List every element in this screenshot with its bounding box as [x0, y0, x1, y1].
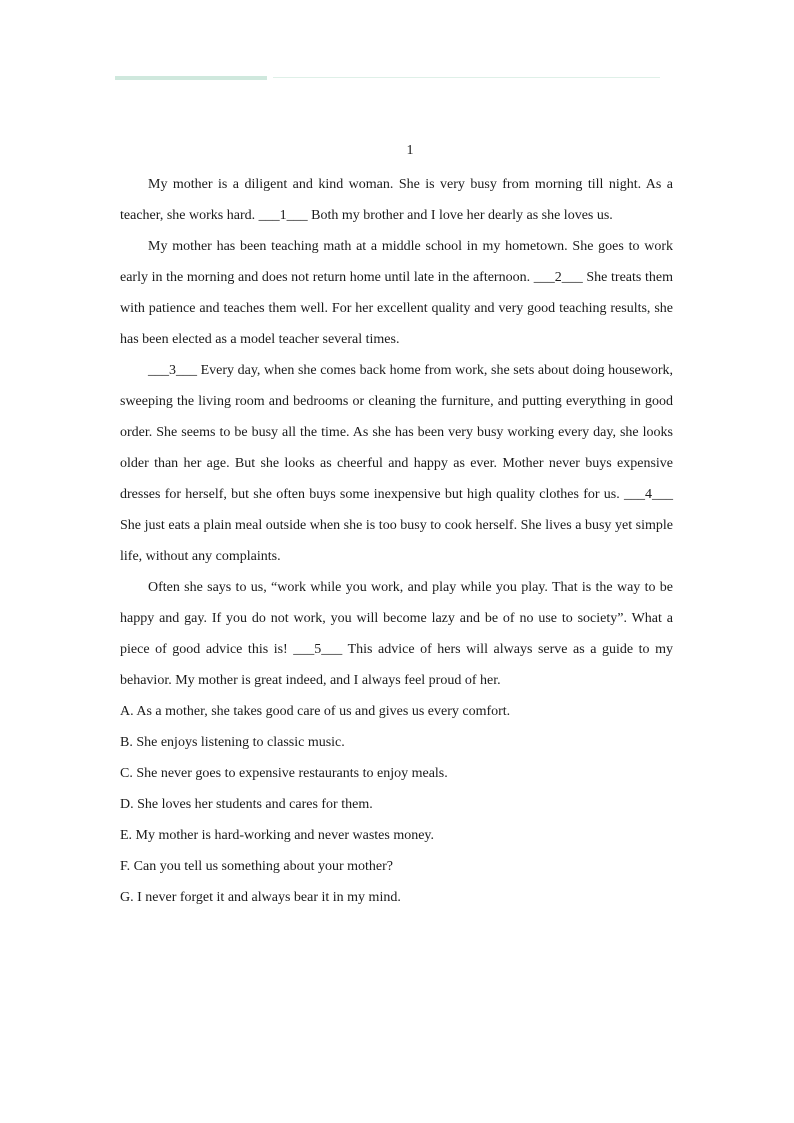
paragraph-4: Often she says to us, “work while you work, and play while you play. That is the way to be happy and gay. If you do not work, you will become lazy and be of no use to society”. What a piece of good advice this is! ___5___ This advice of hers will always serve as a guide to my behavior. My mother is great indeed, and I always feel proud of her. — [120, 580, 673, 688]
paragraph-2: My mother has been teaching math at a middle school in my hometown. She goes to work early in the morning and does not return home until late in the afternoon. ___2___ She treats them with patience and teaches them well. For her excellent quality and very good teaching results, she has been elected as a model teacher several times. — [120, 239, 673, 347]
header-decoration — [115, 76, 660, 80]
answer-options — [120, 696, 673, 913]
header-rule-thin — [273, 77, 660, 78]
paragraph-1: My mother is a diligent and kind woman. She is very busy from morning till night. As a teacher, she works hard. ___1___ Both my brother and I love her dearly as she loves us. — [120, 177, 673, 223]
header-rule-thick — [115, 76, 267, 80]
option-b: B. She enjoys listening to classic music. — [120, 735, 345, 750]
option-c: C. She never goes to expensive restaurants to enjoy meals. — [120, 766, 448, 781]
option-f: F. Can you tell us something about your mother? — [120, 859, 394, 874]
option-g: G. I never forget it and always bear it in my mind. — [120, 890, 401, 905]
paragraph-3: ___3___ Every day, when she comes back home from work, she sets about doing housework, sweeping the living room and bedrooms or cleaning the furniture, and putting everything in good order. She seems to be busy all the time. As she has been very busy working every day, she looks older than her age. But she looks as cheerful and happy as ever. Mother never buys expensive dresses for herself, but she often buys some inexpensive but high quality clothes for us. ___4___ She just eats a plain meal outside when she is too busy to cook herself. She lives a busy yet simple life, without any complaints. — [120, 363, 673, 564]
page-number: 1 — [406, 143, 414, 158]
passage — [120, 169, 673, 913]
option-d: D. She loves her students and cares for them. — [120, 797, 373, 812]
option-e: E. My mother is hard-working and never wastes money. — [120, 828, 435, 843]
option-a: A. As a mother, she takes good care of us and gives us every comfort. — [120, 704, 511, 719]
